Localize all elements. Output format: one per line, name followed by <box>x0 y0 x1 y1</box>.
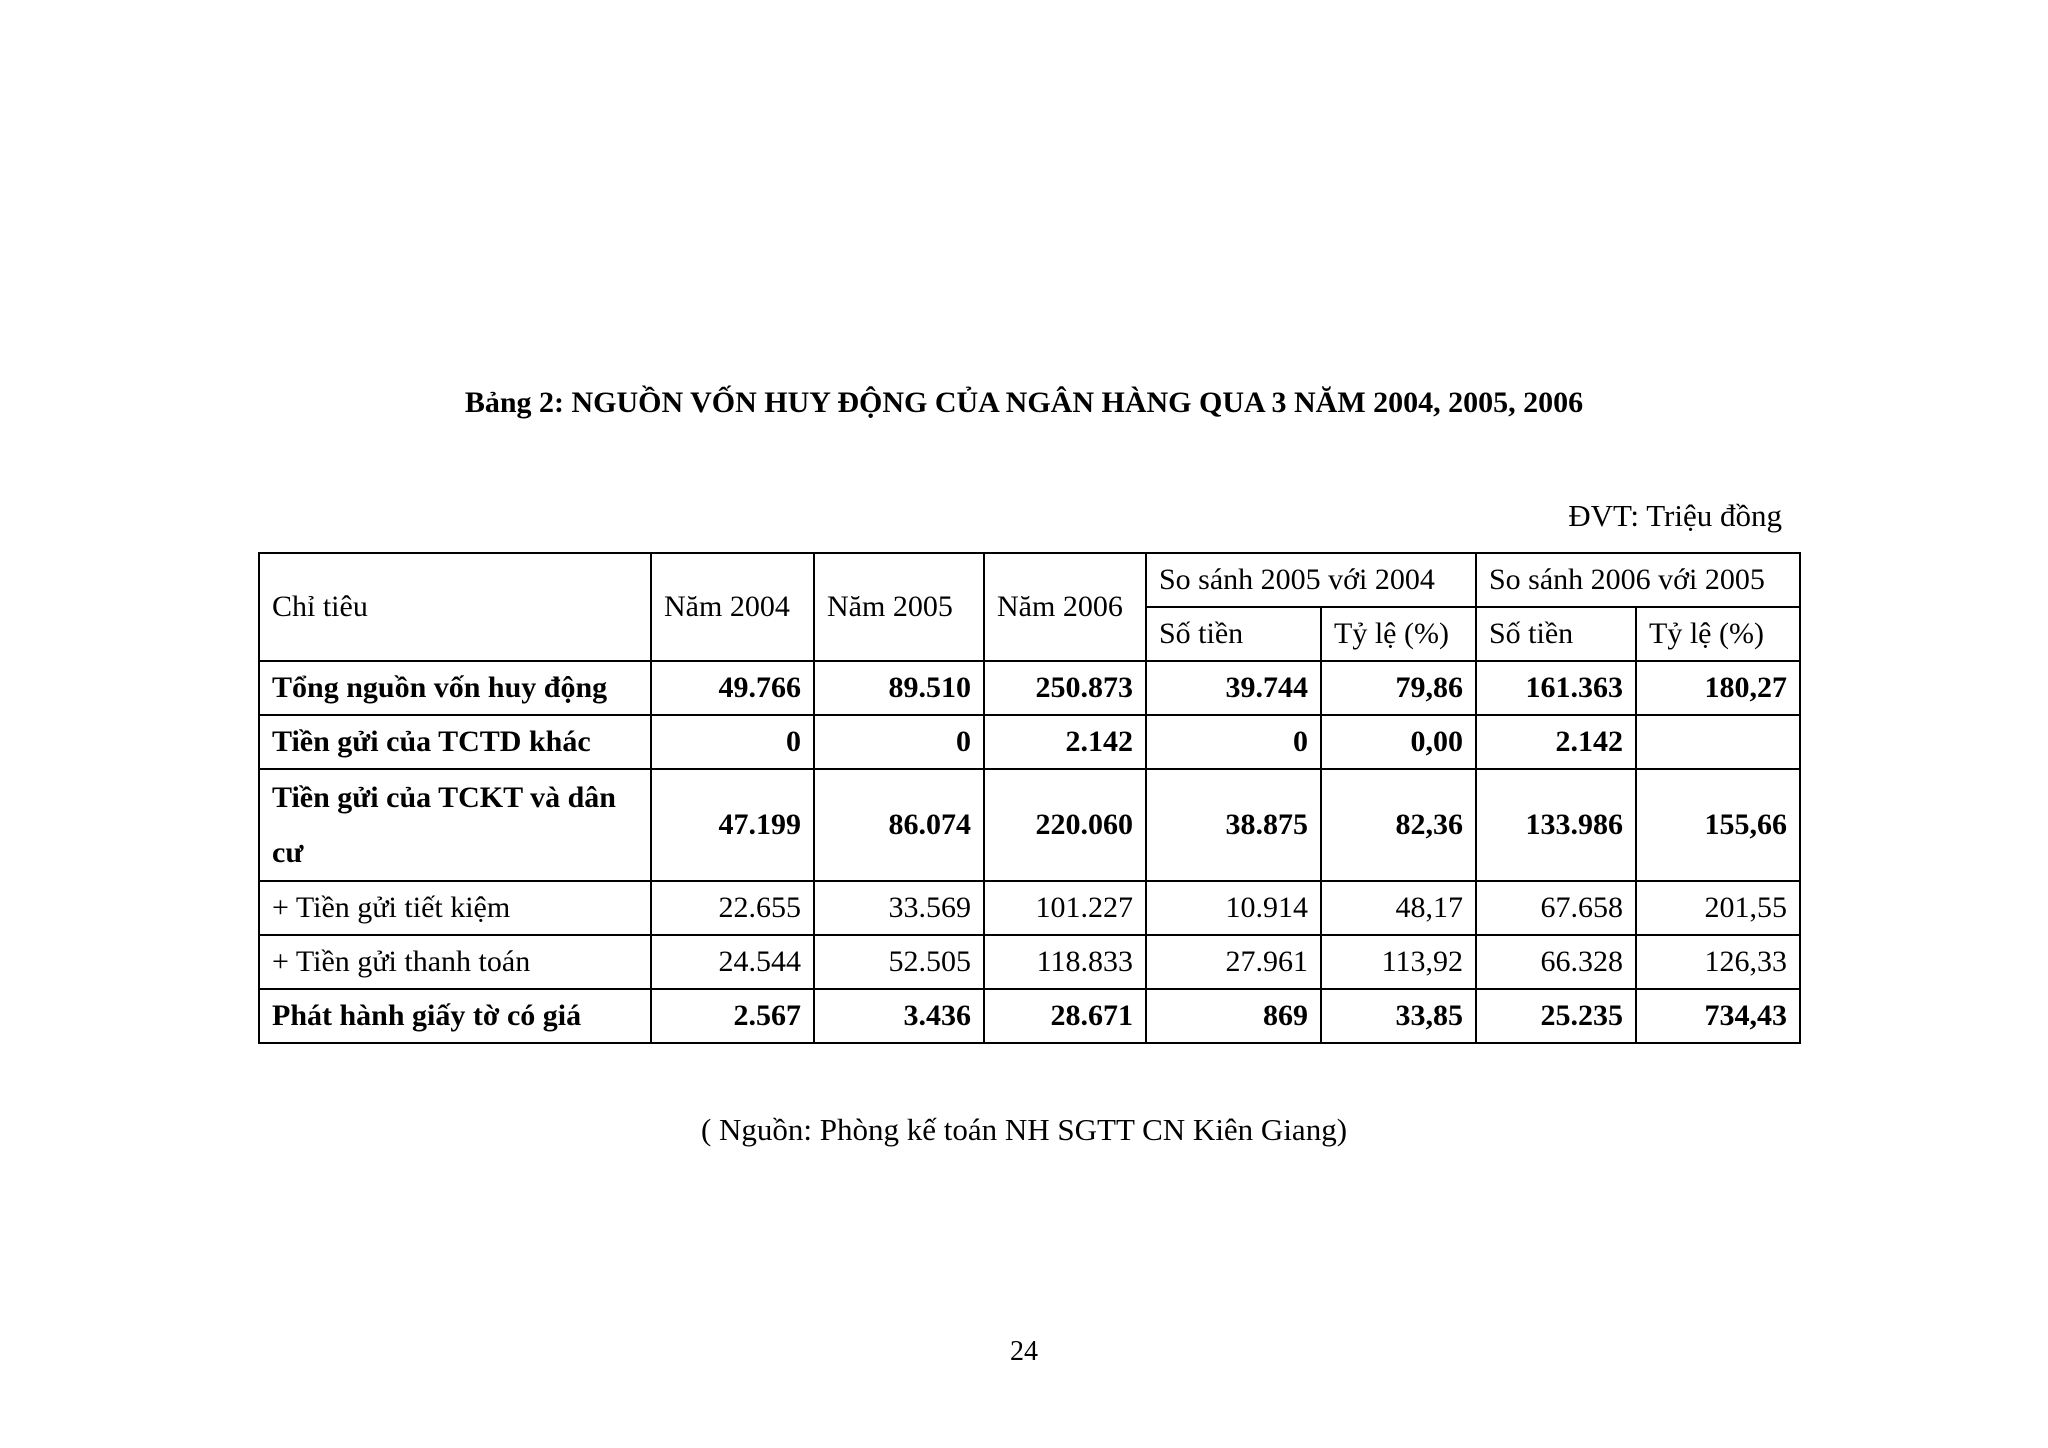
cell-ratio-2: 201,55 <box>1636 881 1800 935</box>
cell-amount-1: 39.744 <box>1146 661 1321 715</box>
cell-2006: 101.227 <box>984 881 1146 935</box>
cell-2005: 33.569 <box>814 881 984 935</box>
cell-2006: 28.671 <box>984 989 1146 1043</box>
cell-amount-2: 161.363 <box>1476 661 1636 715</box>
header-year-2006: Năm 2006 <box>984 553 1146 661</box>
header-amount-2005: Số tiền <box>1146 607 1321 661</box>
table-row <box>259 769 1800 881</box>
cell-2005: 3.436 <box>814 989 984 1043</box>
cell-ratio-1: 82,36 <box>1321 769 1476 881</box>
cell-amount-1: 27.961 <box>1146 935 1321 989</box>
cell-ratio-1: 113,92 <box>1321 935 1476 989</box>
cell-2006: 250.873 <box>984 661 1146 715</box>
row-label: Tiền gửi của TCKT và dân cư <box>259 769 651 881</box>
header-row-1 <box>259 553 1800 607</box>
table-row <box>259 661 1800 715</box>
header-compare-2005-2004: So sánh 2005 với 2004 <box>1146 553 1476 607</box>
cell-2005: 52.505 <box>814 935 984 989</box>
unit-label: ĐVT: Triệu đồng <box>1568 498 1782 533</box>
header-amount-2006: Số tiền <box>1476 607 1636 661</box>
cell-amount-1: 10.914 <box>1146 881 1321 935</box>
table-row <box>259 881 1800 935</box>
cell-amount-1: 38.875 <box>1146 769 1321 881</box>
page-number: 24 <box>1010 1336 1038 1367</box>
cell-ratio-2: 734,43 <box>1636 989 1800 1043</box>
row-label: Phát hành giấy tờ có giá <box>259 989 651 1043</box>
cell-2005: 0 <box>814 715 984 769</box>
row-label: + Tiền gửi thanh toán <box>259 935 651 989</box>
cell-amount-1: 869 <box>1146 989 1321 1043</box>
cell-ratio-1: 0,00 <box>1321 715 1476 769</box>
header-indicator: Chỉ tiêu <box>259 553 651 661</box>
cell-2004: 47.199 <box>651 769 814 881</box>
row-label: + Tiền gửi tiết kiệm <box>259 881 651 935</box>
source-note: ( Nguồn: Phòng kế toán NH SGTT CN Kiên Giang) <box>700 1112 1348 1147</box>
table-title: Bảng 2: NGUỒN VỐN HUY ĐỘNG CỦA NGÂN HÀNG QUA 3 NĂM 2004, 2005, 2006 <box>464 386 1584 419</box>
cell-ratio-1: 79,86 <box>1321 661 1476 715</box>
cell-ratio-2: 126,33 <box>1636 935 1800 989</box>
cell-2005: 86.074 <box>814 769 984 881</box>
cell-amount-2: 133.986 <box>1476 769 1636 881</box>
cell-ratio-2: 180,27 <box>1636 661 1800 715</box>
cell-2006: 2.142 <box>984 715 1146 769</box>
header-year-2005: Năm 2005 <box>814 553 984 661</box>
header-ratio-2005: Tỷ lệ (%) <box>1321 607 1476 661</box>
cell-amount-2: 25.235 <box>1476 989 1636 1043</box>
cell-ratio-1: 48,17 <box>1321 881 1476 935</box>
row-label: Tiền gửi của TCTD khác <box>259 715 651 769</box>
row-label: Tổng nguồn vốn huy động <box>259 661 651 715</box>
cell-amount-2: 2.142 <box>1476 715 1636 769</box>
cell-2005: 89.510 <box>814 661 984 715</box>
cell-2004: 24.544 <box>651 935 814 989</box>
cell-2004: 22.655 <box>651 881 814 935</box>
table-row <box>259 989 1800 1043</box>
cell-amount-2: 67.658 <box>1476 881 1636 935</box>
cell-ratio-2: 155,66 <box>1636 769 1800 881</box>
cell-ratio-1: 33,85 <box>1321 989 1476 1043</box>
cell-amount-2: 66.328 <box>1476 935 1636 989</box>
header-ratio-2006: Tỷ lệ (%) <box>1636 607 1800 661</box>
table-row <box>259 935 1800 989</box>
cell-2004: 2.567 <box>651 989 814 1043</box>
cell-amount-1: 0 <box>1146 715 1321 769</box>
cell-2006: 220.060 <box>984 769 1146 881</box>
header-year-2004: Năm 2004 <box>651 553 814 661</box>
cell-ratio-2 <box>1636 715 1800 769</box>
funding-table <box>258 552 1801 1044</box>
header-compare-2006-2005: So sánh 2006 với 2005 <box>1476 553 1800 607</box>
table-row <box>259 715 1800 769</box>
cell-2004: 0 <box>651 715 814 769</box>
cell-2004: 49.766 <box>651 661 814 715</box>
cell-2006: 118.833 <box>984 935 1146 989</box>
